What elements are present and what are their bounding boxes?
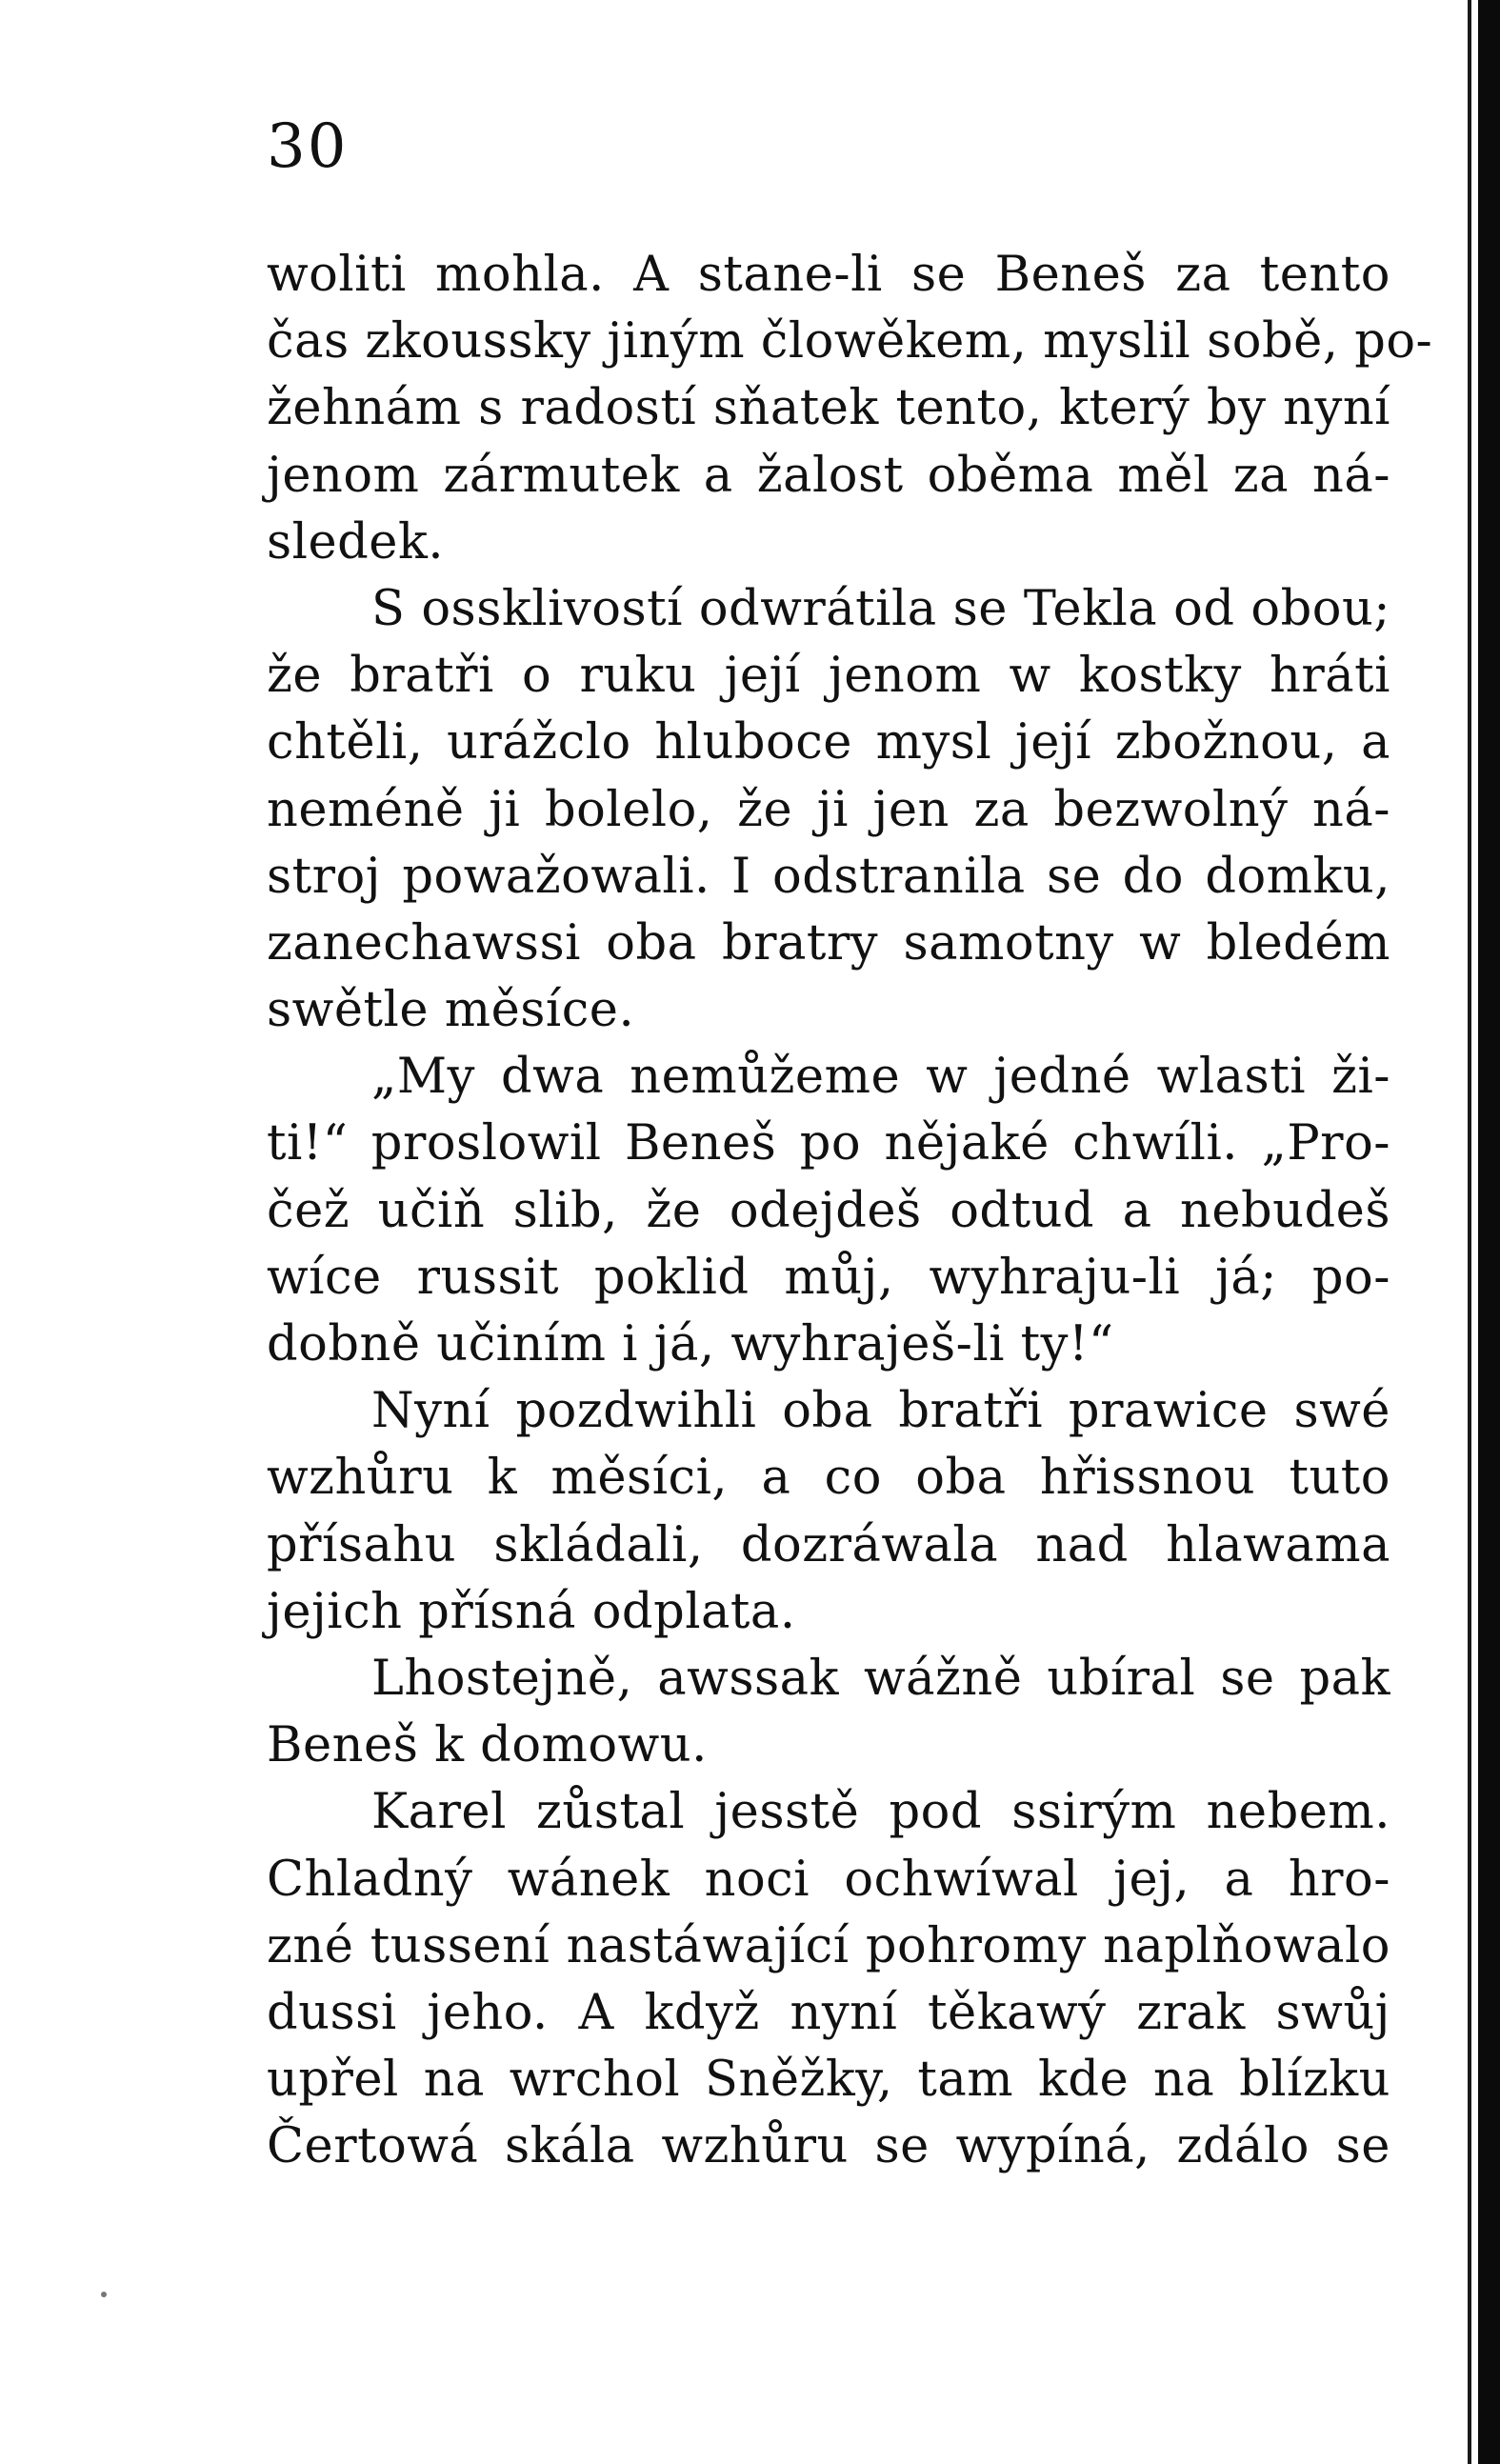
text-line: Karel zůstal jesstě pod ssirým nebem.: [371, 1784, 1390, 1841]
text-line: sledek.: [267, 513, 445, 571]
text-line: jenom zármutek a žalost oběma měl za ná-: [267, 447, 1390, 504]
text-line: stroj powažowali. I odstranila se do domku,: [267, 848, 1390, 905]
text-line: woliti mohla. A stane-li se Beneš za tento: [267, 247, 1390, 303]
body-text: [267, 242, 1433, 2180]
text-line: přísahu skládali, dozráwala nad hlawama: [267, 1516, 1390, 1573]
text-line: zné tussení nastáwající pohromy naplňowalo: [267, 1917, 1390, 1974]
text-line: dussi jeho. A když nyní těkawý zrak swůj: [267, 1984, 1390, 2041]
text-line: wíce russit poklid můj, wyhraju-li já; po-: [267, 1249, 1390, 1306]
text-line: neméně ji bolelo, že ji jen za bezwolný ná-: [267, 781, 1390, 838]
text-line: žehnám s radostí sňatek tento, který by nyní: [267, 380, 1390, 437]
text-line: Beneš k domowu.: [267, 1717, 708, 1774]
text-line: chtěli, urážclo hluboce mysl její zbožnou, a: [267, 714, 1390, 771]
text-line: upřel na wrchol Sněžky, tam kde na blízku: [267, 2052, 1390, 2109]
text-line: že bratři o ruku její jenom w kostky hráti: [267, 648, 1390, 705]
text-line: čež učiň slib, že odejdeš odtud a nebudeš: [267, 1182, 1390, 1239]
text-line: Lhostejně, awssak wážně ubíral se pak: [371, 1650, 1390, 1707]
text-line: Nyní pozdwihli oba bratři prawice swé: [371, 1383, 1390, 1440]
text-line: „My dwa nemůžeme w jedné wlasti ži-: [371, 1049, 1390, 1106]
page-edge-shadow: [1478, 0, 1500, 2464]
text-line: S ossklivostí odwrátila se Tekla od obou;: [371, 580, 1390, 637]
text-line: Chladný wánek noci ochwíwal jej, a hro-: [267, 1851, 1390, 1908]
text-line: čas zkoussky jiným člowěkem, myslil sobě, po-: [267, 313, 1433, 371]
text-line: Čertowá skála wzhůru se wypíná, zdálo se: [267, 2118, 1390, 2175]
text-line: zanechawssi oba bratry samotny w bledém: [267, 914, 1390, 972]
text-line: wzhůru k měsíci, a co oba hřissnou tuto: [267, 1450, 1390, 1507]
page-edge-gap: [1471, 0, 1478, 2464]
paper-speck: [101, 2292, 107, 2297]
text-line: swětle měsíce.: [267, 982, 635, 1039]
text-line: jejich přísná odplata.: [267, 1583, 796, 1640]
page-number: 30: [267, 111, 349, 182]
text-line: ti!“ proslowil Beneš po nějaké chwíli. „Pro-: [267, 1115, 1390, 1172]
text-line: dobně učiním i já, wyhraješ-li ty!“: [267, 1316, 1114, 1372]
